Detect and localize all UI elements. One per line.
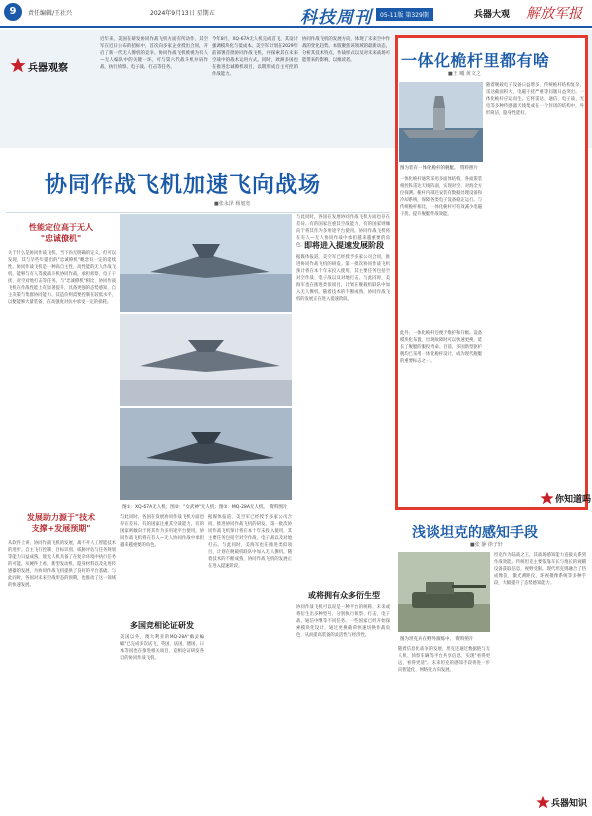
main-headline: 协同作战飞机加速飞向战场 (45, 173, 322, 198)
tank-column-left: 随着信息化战争的发展，坦克还通过数据链与无人机、侦察车辆等平台共享信息，实现"看得更远、看得更清"。未来坦克的感知手段将进一步向智能化、网络化方向发展。 (398, 647, 490, 673)
figure-caption: 图①：XQ-67A无人机；图②："女武神"无人机；图③：MQ-28A无人机。 资料图片 (122, 505, 288, 510)
subhead-acceleration: 即将进入提速发展阶段 (304, 241, 384, 250)
tank-column-right: 坦克作为陆战之王，其战场感知能力直接关系到作战效能。传统坦克主要依靠车长与炮长的观瞄设备获取信息，视野受限。现代坦克则融合了热成像仪、激光测距仪、环视摄像系统等多种手段，大幅提升了态势感知能力。 (494, 553, 586, 586)
drone-photo-2 (120, 314, 292, 406)
star-icon (536, 795, 550, 809)
tank-byline: ■张 静 徐子轩 (470, 542, 503, 548)
section-name: 兵器大观 (474, 10, 511, 20)
intro-text-middle: 今年8月，XQ-67A无人机完成首飞，其设计强调模块化与低成本。美空军计划在2029年前部署首批协同作战飞机，并探索其在未来空战中的战术运用方式。同时，欧洲多国也在推进忠诚僚机项目，以期形成自主可控的作战能力。 (212, 37, 298, 77)
weapon-knowledge-tag: 兵器知识 (551, 799, 588, 809)
body-column-2: 从软件上讲，协同作战飞机的发展，离不开人工智能技术的进步。自主飞行控制、目标识别、威胁评估与任务规划等能力日益成熟，使无人机具备了在复杂环境中执行任务的可能。从硬件上看，新型发动机、隐身材料以及先进传感器的发展，为协同作战飞机提供了良好的平台基础。与此同时，各国对未来空战形态的预期，也推动了这一领域的快速发展。 (8, 541, 116, 588)
tank-headline: 浅谈坦克的感知手段 (412, 525, 538, 541)
body-column-5a: 与此同时，各国在发展协同作战飞机方面也存在差异。有的国家注重其空战能力，有的国家则倾向于将其作为多用途平台使用。协同作战飞机将在有人—无人协同作战中承担越来越重要的角色。 (296, 215, 390, 248)
mast-column-left-2: 此外，一体化桅杆还便于维护和升级。设备模块化布置，出现故障时可以快速更换，延长了舰艇的服役寿命。目前，多国新型驱护舰均已采用一体化桅杆设计，成为现代舰艇的重要标志之一。 (400, 331, 482, 364)
subhead-research: 多国竞相论证研发 (130, 621, 194, 630)
editor-credit: 责任编辑/王社兴 (28, 10, 73, 17)
subhead-variants: 或将拥有众多衍生型 (308, 591, 380, 600)
headline-divider (6, 212, 390, 213)
body-column-3: 与此同时，各国在发展协同作战飞机方面也存在差异。有的国家注重其空战能力，有的国家则倾向于将其作为多用途平台使用。协同作战飞机将在有人—无人协同作战中承担越来越重要的角色。 (120, 515, 204, 548)
subhead-positioning: 性能定位高于无人 "忠诚僚机" (29, 223, 93, 243)
intro-text-left: 近年来，美国在研发协同作战飞机方面有所动作，其空军在近日公布的招标中，首次向多家企业授出合同，开启了新一代无人僚机的竞争。协同作战飞机被视为有人—无人编队中的关键一环，可与第六代战斗机并肩作战，执行侦察、电子战、打击等任务。 (100, 37, 208, 70)
drone-photo-1 (120, 214, 292, 312)
mast-column-right: 随着舰载电子设备日益增多，传统桅杆结构复杂、雷达截面积大、电磁干扰严重等问题日益突出。一体化桅杆应运而生。它将雷达、通信、电子战、光电等多种传感器天线集成在一个封闭的结构中，外形简洁，隐身性能好。 (486, 83, 584, 116)
page-number: 9 (4, 3, 22, 21)
weekly-brand: 科技周刊 (300, 8, 372, 28)
star-icon (540, 491, 554, 505)
mast-byline: ■王 曦 黄文之 (448, 71, 481, 77)
body-column-4b: 据媒体报道，美空军已经授予多家公司合同，推进协同作战飞机的研发。第一批次协同作战飞机预计将在本十年末投入使用，其主要任务包括空对空作战、电子战以及对地打击。与此同时，美海军也在推进类似项目，计划在舰载机联队中加入无人僚机。随着技术的不断成熟，协同作战飞机的发展正在进入提速阶段。 (208, 515, 292, 569)
edition-badge: 05-11版 第329期 (376, 8, 433, 21)
page-header (0, 0, 592, 28)
subhead-drivers: 发展助力源于"技术 支撑+发展预期" (26, 513, 96, 533)
did-you-know-tag: 你知道吗 (555, 495, 592, 505)
tank-photo (398, 552, 490, 632)
warship-photo (399, 82, 483, 162)
warship-caption: 图为装有一体化桅杆的舰艇。 资料照片 (400, 166, 478, 171)
star-icon (10, 57, 26, 73)
mast-headline: 一体化桅杆里都有啥 (401, 51, 550, 70)
issue-date: 2024年9月13日 星期五 (150, 10, 215, 17)
drone-photo-3 (120, 408, 292, 500)
main-byline: ■张永泽 杨旭宽 (214, 201, 251, 207)
body-column-5c: 协同作战飞机可以说是一种平台的统称，未来或将衍生出多种型号，分别执行侦察、打击、电子战、通信中继等不同任务。一些国家已经开始探索模块化设计，通过更换载荷快速切换作战角色，从而提高装备的灵活性与经济性。 (296, 605, 390, 638)
newspaper-logo: 解放军报 (526, 6, 582, 22)
body-column-6: 美国以外，澳大利亚的MQ-28A"幽灵蝙蝠"已完成多次试飞，英国、法国、德国、日本等国也在推进相关项目，竞相论证研发各自的协同作战飞机。 (120, 635, 204, 661)
tank-caption: 图为坦克兵在野外演练中。 资料照片 (400, 637, 474, 642)
column-kicker: 兵器观察 (28, 63, 68, 74)
intro-text-right: 协同作战飞机的发展方向，体现了未来空中作战的变化趋势。本版聚焦该领域的最新动态，分析其技术特点、作战样式以及对未来战场可能带来的影响，以飨读者。 (302, 37, 390, 63)
mast-column-left-1: 一体化桅杆通常采用多面体结构，各面嵌装相控阵雷达天线阵面，实现对空、对海全方位探测。桅杆内部还安装有数据处理设备和冷却系统，保障各类电子设备稳定运行。与传统桅杆相比，一体化桅杆可有效减少电磁干扰，提升舰艇作战效能。 (400, 177, 482, 217)
body-column-1: 关于什么是协同作战飞机，当下尚无明确的定义。但可以发现，其与早些年提出的"忠诚僚机"概念有一定的延续性。协同作战飞机是一种高自主性、高性能的无人作战飞机，能够与有人驾驶战斗机协同作战，承担侦察、电子干扰、对空对地打击等任务。与"忠诚僚机"相比，协同作战飞机在作战性能上有显著提升，具备更强的态势感知、自主决策与集群协同能力。其造价则需要控制在较低水平，以便能够大量装备，在高强度对抗中承受一定的损耗。 (8, 251, 116, 305)
body-column-5b: 据媒体报道，美空军已经授予多家公司合同，推进协同作战飞机的研发。第一批次协同作战飞机预计将在本十年末投入使用，其主要任务包括空对空作战、电子战以及对地打击。与此同时，美海军也在推进类似项目，计划在舰载机联队中加入无人僚机。随着技术的不断成熟，协同作战飞机的发展正在进入提速阶段。 (296, 255, 390, 302)
